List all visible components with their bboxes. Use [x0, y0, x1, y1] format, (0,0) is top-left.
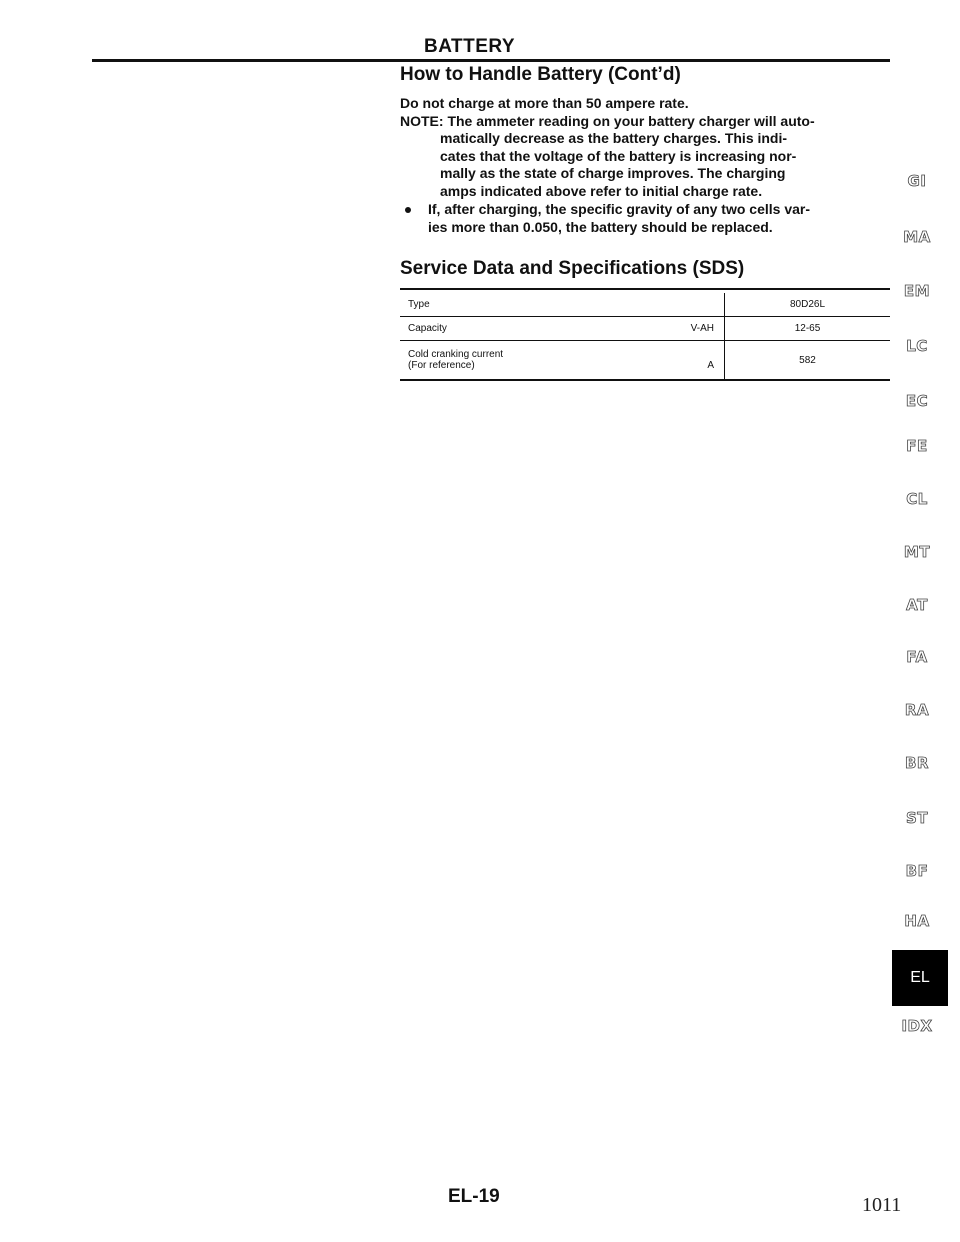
- spec-value: 582: [725, 341, 891, 381]
- bullet-line: If, after charging, the specific gravity of any two cells var-: [428, 201, 810, 217]
- tab-st[interactable]: ST: [905, 809, 929, 827]
- tab-br[interactable]: BR: [905, 754, 929, 772]
- tab-ec[interactable]: EC: [905, 392, 929, 410]
- tab-gi[interactable]: GI: [907, 172, 927, 190]
- page-number: 1011: [862, 1194, 902, 1216]
- sds-rule: [400, 288, 890, 290]
- page-code: EL-19: [448, 1186, 500, 1207]
- tab-el-active[interactable]: EL: [892, 950, 948, 1006]
- spec-unit: V-AH: [690, 323, 714, 334]
- spec-label: [400, 293, 725, 317]
- bullet-icon: [405, 207, 411, 213]
- spec-value: 12-65: [725, 317, 891, 341]
- spec-label: [400, 341, 725, 381]
- sds-title: Service Data and Specifications (SDS): [400, 258, 745, 279]
- tab-ra[interactable]: RA: [904, 701, 930, 719]
- spec-value: 80D26L: [789, 299, 826, 310]
- tab-bf[interactable]: BF: [905, 862, 929, 880]
- table-row: [400, 317, 890, 341]
- note-line: mally as the state of charge improves. The charging: [440, 165, 786, 181]
- instructions: [400, 95, 890, 236]
- subheading: How to Handle Battery (Cont’d): [400, 64, 681, 85]
- bullet-item: [400, 201, 890, 219]
- spec-label-text: Capacity: [408, 323, 447, 334]
- header-rule: [92, 59, 890, 62]
- tab-lc[interactable]: LC: [906, 337, 928, 355]
- note-line: matically decrease as the battery charges. This indi-: [440, 130, 788, 146]
- spec-label-text: Cold cranking current: [408, 349, 504, 360]
- tab-cl[interactable]: CL: [906, 490, 928, 508]
- note-lead: NOTE: The ammeter reading on your battery charger will auto-: [400, 112, 815, 129]
- spec-label-text: Type: [408, 299, 430, 310]
- tab-ma[interactable]: MA: [903, 228, 931, 246]
- note-line: cates that the voltage of the battery is increasing nor-: [440, 147, 797, 164]
- spec-unit: A: [707, 360, 714, 371]
- tab-idx[interactable]: IDX: [901, 1017, 933, 1035]
- note-line: amps indicated above refer to initial charge rate.: [440, 182, 763, 199]
- sds-table: [400, 293, 890, 381]
- tab-fa[interactable]: FA: [906, 648, 928, 666]
- spec-label: [400, 317, 725, 341]
- tab-mt[interactable]: MT: [903, 543, 931, 561]
- bullet-line: ies more than 0.050, the battery should be replaced.: [428, 218, 773, 235]
- tab-fe[interactable]: FE: [906, 437, 928, 455]
- table-row: [400, 293, 890, 317]
- spec-label-note: (For reference): [408, 360, 475, 371]
- charge-rate-warning: Do not charge at more than 50 ampere rate.: [400, 95, 689, 111]
- tab-em[interactable]: EM: [903, 282, 931, 300]
- tab-at[interactable]: AT: [906, 596, 928, 614]
- tab-ha[interactable]: HA: [904, 912, 930, 930]
- section-title: BATTERY: [424, 36, 516, 57]
- table-row: [400, 341, 890, 381]
- bullet-continuation: [400, 219, 890, 237]
